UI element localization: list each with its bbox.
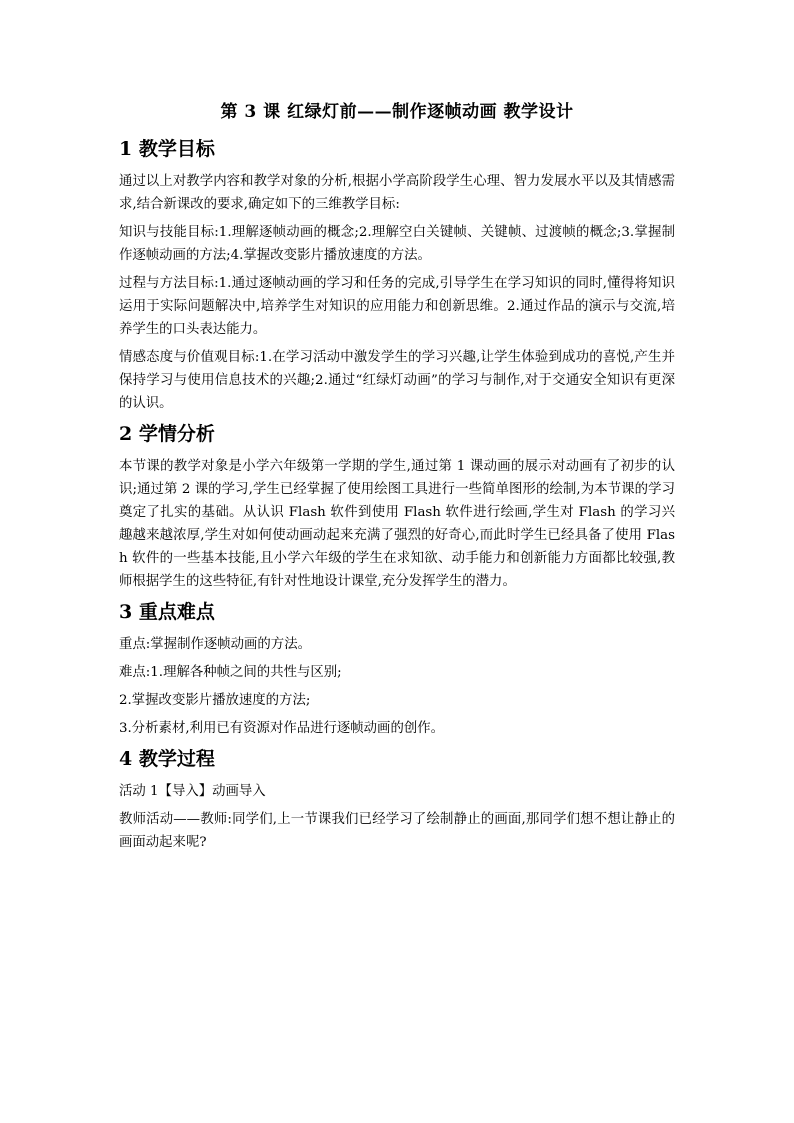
document-page: [119, 100, 675, 859]
section-key-points: [119, 599, 675, 740]
section-teaching-objectives: [119, 136, 675, 415]
section-learner-analysis: [119, 421, 675, 593]
paragraph: 2.掌握改变影片播放速度的方法;: [119, 693, 311, 708]
paragraph: 本节课的教学对象是小学六年级第一学期的学生,通过第 1 课动画的展示对动画有了初步的认识;通过第 2 课的学习,学生已经掌握了使用绘图工具进行一些简单图形的绘制,为本节课的学习奠定了扎实的基础。从认识 Flash 软件到使用 Flash 软件进行绘画,学生对 Flash 的学习兴趣越来越浓厚,学生对如何使动画动起来充满了强烈的好奇心,而此时学生已经具备了使用 Flash 软件的一些基本技能,且小学六年级的学生在求知欲、动手能力和创新能力方面都比较强,教师根据学生的这些特征,有针对性地设计课堂,充分发挥学生的潜力。: [119, 459, 675, 589]
section-heading: 2 学情分析: [119, 423, 215, 445]
paragraph: 知识与技能目标:1.理解逐帧动画的概念;2.理解空白关键帧、关键帧、过渡帧的概念;3.掌握制作逐帧动画的方法;4.掌握改变影片播放速度的方法。: [119, 225, 675, 263]
section-heading: 4 教学过程: [119, 748, 215, 770]
section-heading: 3 重点难点: [119, 601, 215, 623]
paragraph: 重点:掌握制作逐帧动画的方法。: [119, 637, 311, 652]
section-teaching-process: [119, 746, 675, 854]
paragraph: 3.分析素材,利用已有资源对作品进行逐帧动画的创作。: [119, 721, 445, 736]
paragraph: 情感态度与价值观目标:1.在学习活动中激发学生的学习兴趣,让学生体验到成功的喜悦,产生并保持学习与使用信息技术的兴趣;2.通过“红绿灯动画”的学习与制作,对于交通安全知识有更深的认识。: [119, 350, 675, 411]
document-title: 第 3 课 红绿灯前——制作逐帧动画 教学设计: [220, 102, 574, 122]
paragraph: 活动 1【导入】动画导入: [119, 784, 266, 799]
paragraph: 教师活动——教师:同学们,上一节课我们已经学习了绘制静止的画面,那同学们想不想让静止的画面动起来呢?: [119, 812, 675, 850]
paragraph: 难点:1.理解各种帧之间的共性与区别;: [119, 665, 342, 680]
section-heading: 1 教学目标: [119, 138, 215, 160]
paragraph: 过程与方法目标:1.通过逐帧动画的学习和任务的完成,引导学生在学习知识的同时,懂得将知识运用于实际问题解决中,培养学生对知识的应用能力和创新思维。2.通过作品的演示与交流,培养学生的口头表达能力。: [119, 276, 675, 337]
paragraph: 通过以上对教学内容和教学对象的分析,根据小学高阶段学生心理、智力发展水平以及其情感需求,结合新课改的要求,确定如下的三维教学目标:: [119, 174, 675, 212]
